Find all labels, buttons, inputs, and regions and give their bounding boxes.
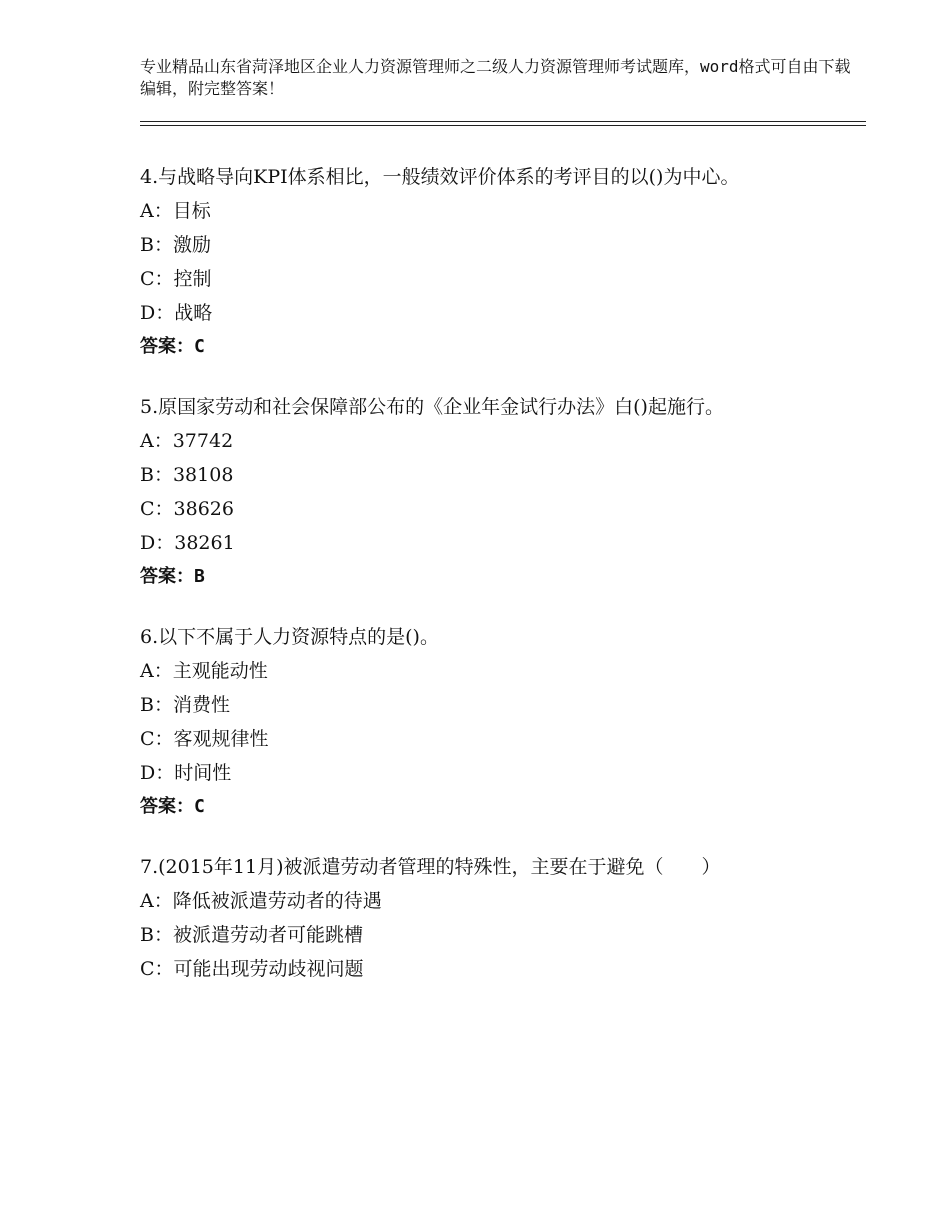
- option-a: A：主观能动性: [140, 660, 268, 682]
- answer-label: 答案：B: [140, 566, 205, 587]
- option-d: D：38261: [140, 532, 235, 554]
- option-d: D：战略: [140, 302, 213, 324]
- question-7: [140, 850, 800, 986]
- question-5: [140, 390, 800, 594]
- document-header: 专业精品山东省菏泽地区企业人力资源管理师之二级人力资源管理师考试题库，word格式可自由下载编辑，附完整答案！: [140, 57, 851, 98]
- question-4: [140, 160, 800, 364]
- option-b: B：激励: [140, 234, 211, 256]
- option-b: B：38108: [140, 464, 234, 486]
- answer-label: 答案：C: [140, 796, 205, 817]
- question-text: 7.(2015年11月)被派遣劳动者管理的特殊性，主要在于避免（ ）: [140, 856, 721, 878]
- option-b: B：消费性: [140, 694, 230, 716]
- option-a: A：37742: [140, 430, 234, 452]
- option-c: C：客观规律性: [140, 728, 269, 750]
- header-divider-top: [140, 121, 866, 122]
- header-divider-bottom: [140, 125, 866, 126]
- question-list: [140, 160, 800, 1012]
- question-text: 4.与战略导向KPI体系相比，一般绩效评价体系的考评目的以()为中心。: [140, 166, 740, 188]
- answer-label: 答案：C: [140, 336, 205, 357]
- option-a: A：降低被派遣劳动者的待遇: [140, 890, 382, 912]
- option-b: B：被派遣劳动者可能跳槽: [140, 924, 363, 946]
- question-text: 6.以下不属于人力资源特点的是()。: [140, 626, 439, 648]
- question-6: [140, 620, 800, 824]
- option-c: C：控制: [140, 268, 212, 290]
- question-text: 5.原国家劳动和社会保障部公布的《企业年金试行办法》白()起施行。: [140, 396, 724, 418]
- option-c: C：38626: [140, 498, 234, 520]
- option-d: D：时间性: [140, 762, 232, 784]
- option-c: C：可能出现劳动歧视问题: [140, 958, 364, 980]
- option-a: A：目标: [140, 200, 211, 222]
